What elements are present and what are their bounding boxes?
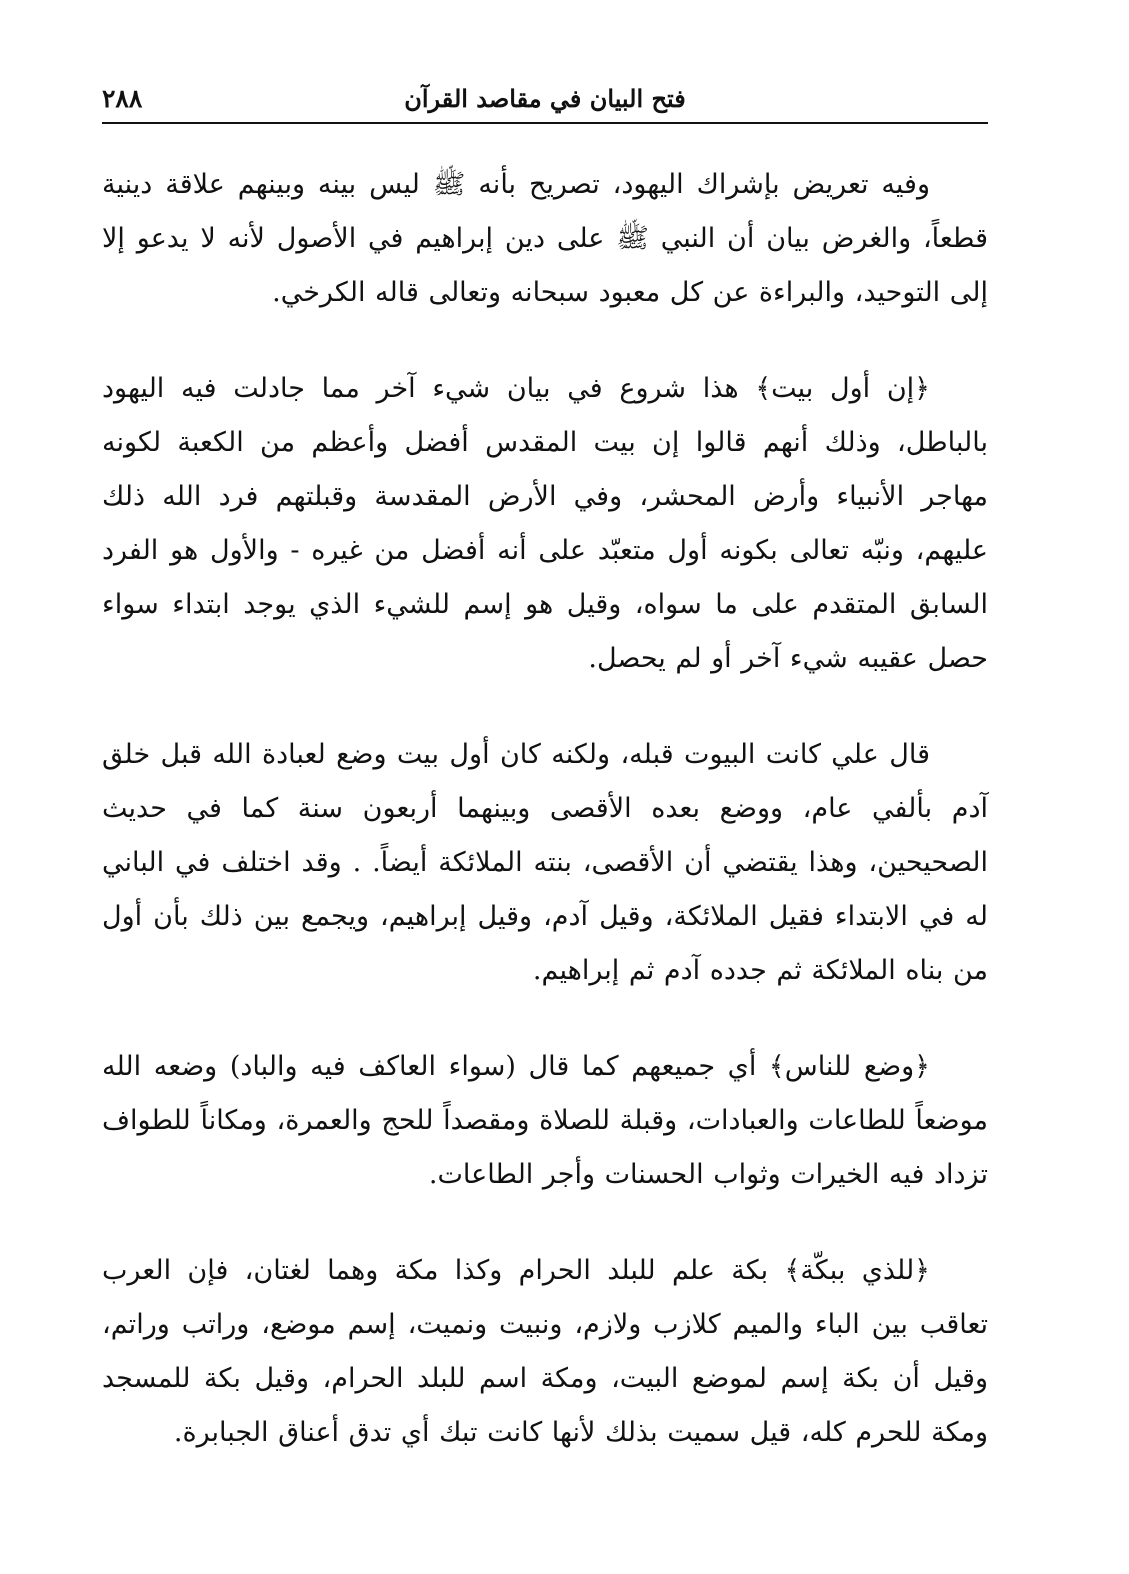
paragraph-3: قال علي كانت البيوت قبله، ولكنه كان أول بيت وضع لعبادة الله قبل خلق آدم بألفي عام، ووضع بعده الأقصى وبينهما أربعون سنة كما في حديث الصحيحين، وهذا يقتضي أن الأقصى، بنته الملائكة أيضاً. . وقد اختلف في الباني له في الابتداء فقيل الملائكة، وقيل آدم، وقيل إبراهيم، ويجمع بين ذلك بأن أول من بناه الملائكة ثم جدده آدم ثم إبراهيم. bbox=[102, 739, 988, 986]
paragraph-4: ﴿وضع للناس﴾ أي جميعهم كما قال (سواء العاكف فيه والباد) وضعه الله موضعاً للطاعات والعبادات، وقبلة للصلاة ومقصداً للحج والعمرة، ومكاناً للطواف تزداد فيه الخيرات وثواب الحسنات وأجر الطاعات. bbox=[102, 1051, 988, 1190]
page-header bbox=[102, 78, 988, 124]
paragraph-5: ﴿للذي ببكّة﴾ بكة علم للبلد الحرام وكذا مكة وهما لغتان، فإن العرب تعاقب بين الباء والميم كلازب ولازم، ونبيت ونميت، إسم موضع، وراتب وراتم، وقيل أن بكة إسم لموضع البيت، ومكة اسم للبلد الحرام، وقيل بكة للمسجد ومكة للحرم كله، قيل سميت بذلك لأنها كانت تبك أي تدق أعناق الجبابرة. bbox=[102, 1255, 988, 1448]
paragraph-1: وفيه تعريض بإشراك اليهود، تصريح بأنه ﷺ ليس بينه وبينهم علاقة دينية قطعاً، والغرض بيان أن النبي ﷺ على دين إبراهيم في الأصول لأنه لا يدعو إلا إلى التوحيد، والبراءة عن كل معبود سبحانه وتعالى قاله الكرخي. bbox=[102, 169, 988, 308]
body-text bbox=[102, 158, 988, 1460]
running-title: فتح البيان في مقاصد القرآن bbox=[404, 84, 686, 113]
paragraph-2: ﴿إن أول بيت﴾ هذا شروع في بيان شيء آخر مما جادلت فيه اليهود بالباطل، وذلك أنهم قالوا إن بيت المقدس أفضل وأعظم من الكعبة لكونه مهاجر الأنبياء وأرض المحشر، وفي الأرض المقدسة وقبلتهم فرد الله ذلك عليهم، ونبّه تعالى بكونه أول متعبّد على أنه أفضل من غيره - والأول هو الفرد السابق المتقدم على ما سواه، وقيل هو إسم للشيء الذي يوجد ابتداء سواء حصل عقيبه شيء آخر أو لم يحصل. bbox=[102, 373, 988, 674]
book-page bbox=[102, 0, 988, 1574]
page-number: ٢٨٨ bbox=[102, 84, 143, 113]
